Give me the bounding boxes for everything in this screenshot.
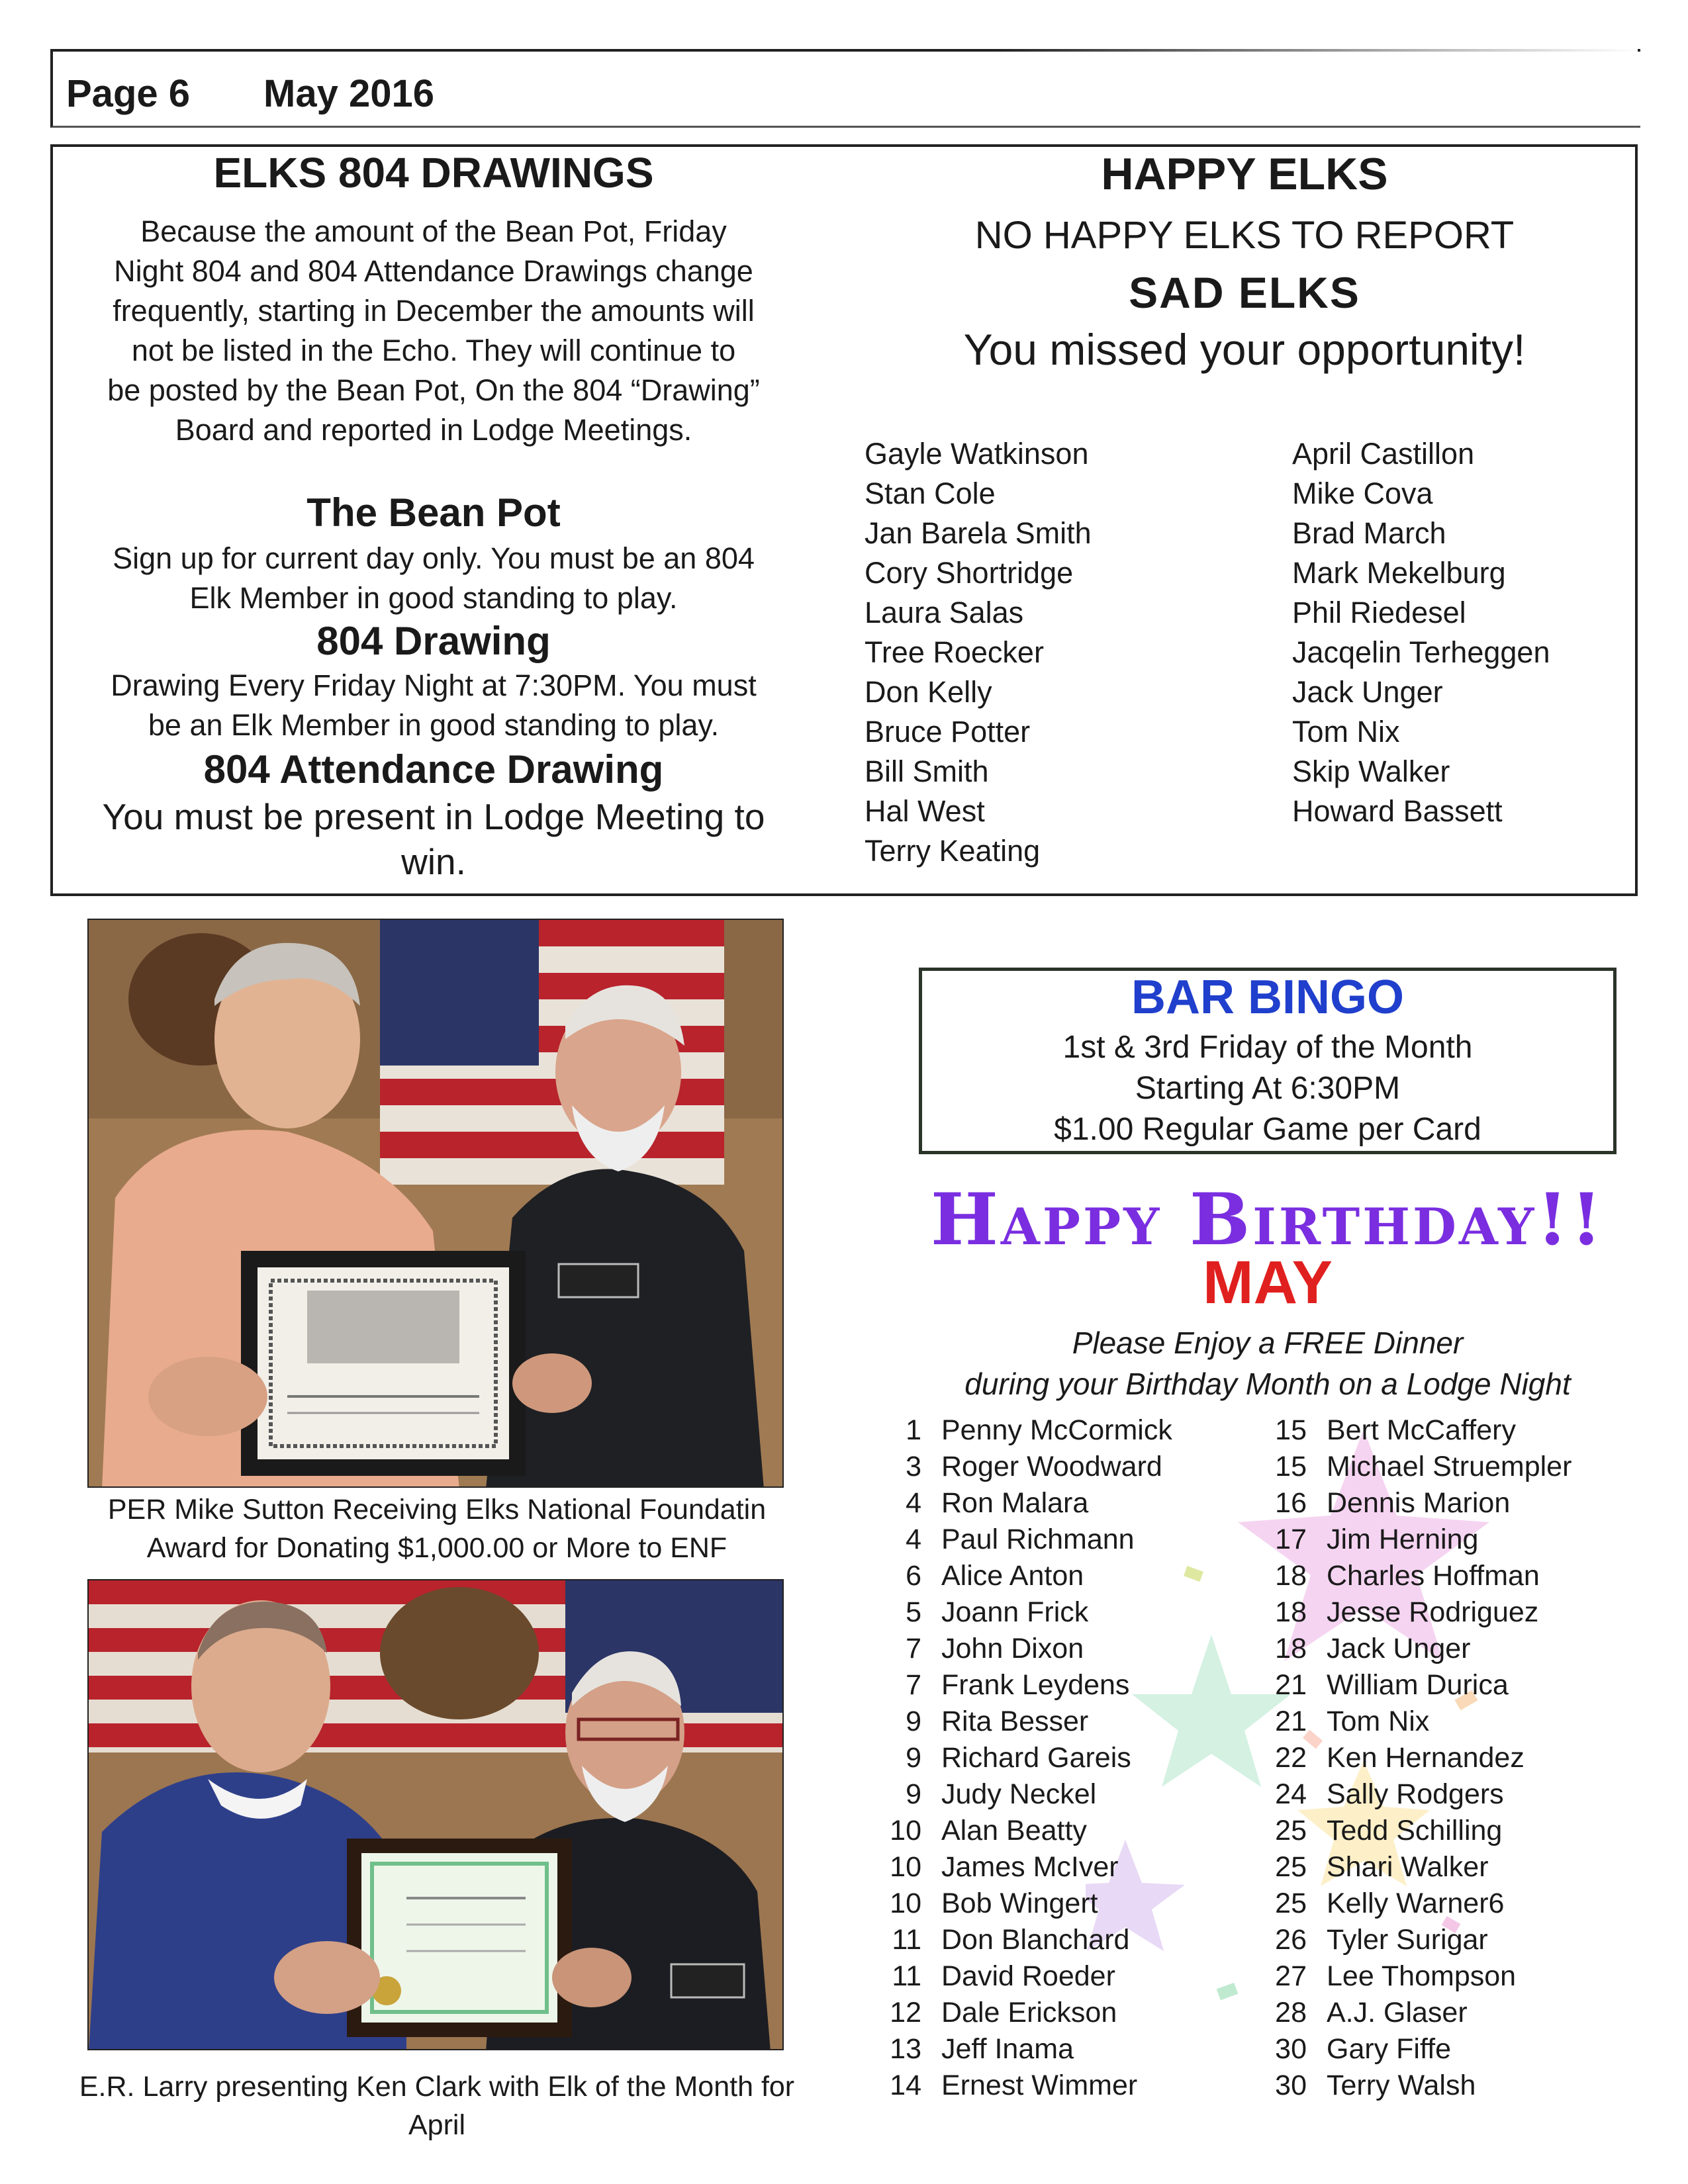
list-item: Gayle Watkinson [865, 437, 1089, 471]
birthday-day: 27 [1275, 1960, 1307, 1992]
list-item [880, 1958, 1115, 1995]
birthday-name: Sally Rodgers [1327, 1778, 1504, 1810]
bean-pot-line: Elk Member in good standing to play. [189, 581, 678, 615]
birthday-day: 10 [890, 1851, 921, 1883]
list-item: Don Kelly [865, 675, 992, 709]
list-item [880, 1594, 1088, 1631]
list-item [1266, 1704, 1429, 1740]
birthday-day: 28 [1275, 1997, 1307, 2028]
birthday-day: 11 [892, 1960, 921, 1992]
list-item: Jan Barela Smith [865, 516, 1092, 550]
list-item [1266, 1631, 1470, 1667]
birthday-name: Richard Gareis [941, 1742, 1131, 1774]
birthday-day: 25 [1275, 1851, 1307, 1883]
caption-line: April [408, 2109, 466, 2141]
list-item [880, 1995, 1117, 2031]
list-item: Phil Riedesel [1292, 596, 1466, 629]
birthday-day: 7 [906, 1633, 921, 1664]
happy-elks-none: NO HAPPY ELKS TO REPORT [974, 214, 1515, 257]
sad-elks-list-left [865, 434, 1092, 871]
desc-line: Because the amount of the Bean Pot, Friday [140, 214, 727, 248]
birthday-day: 5 [906, 1596, 921, 1628]
birthday-name: Tom Nix [1327, 1706, 1430, 1737]
birthday-day: 25 [1275, 1888, 1307, 1919]
desc-line: Night 804 and 804 Attendance Drawings change [114, 254, 753, 288]
list-item [880, 1485, 1088, 1522]
caption-line: PER Mike Sutton Receiving Elks National Foundatin [107, 1494, 767, 1525]
birthday-day: 17 [1275, 1524, 1307, 1555]
photo-caption-2 [46, 2068, 827, 2144]
birthday-name: Alan Beatty [941, 1815, 1087, 1846]
list-item: Stan Cole [865, 477, 996, 510]
list-item: Terry Keating [865, 834, 1041, 868]
attendance-text [73, 794, 794, 884]
list-item [1266, 1449, 1571, 1485]
bar-bingo-title: BAR BINGO [1131, 971, 1404, 1024]
list-item [1266, 1776, 1504, 1813]
list-item [880, 1886, 1098, 1922]
birthday-name: Lee Thompson [1327, 1960, 1517, 1992]
birthday-name: Jim Herning [1327, 1524, 1479, 1555]
birthday-day: 15 [1275, 1414, 1307, 1446]
bingo-line: 1st & 3rd Friday of the Month [1062, 1030, 1473, 1065]
birthday-month: MAY [1203, 1249, 1333, 1316]
list-item [1266, 1412, 1516, 1449]
issue-date: May 2016 [263, 72, 434, 115]
drawing-804-title: 804 Drawing [316, 619, 551, 663]
birthday-name: James McIver [941, 1851, 1119, 1883]
list-item: Mike Cova [1292, 477, 1433, 510]
attendance-line: You must be present in Lodge Meeting to [102, 796, 765, 837]
list-item [880, 1922, 1129, 1958]
birthday-day: 18 [1275, 1596, 1307, 1628]
birthday-day: 25 [1275, 1815, 1307, 1846]
list-item [880, 1449, 1162, 1485]
drawing-804-text [73, 666, 794, 745]
birthday-day: 10 [890, 1888, 921, 1919]
attendance-line: win. [401, 841, 466, 882]
birthday-day: 30 [1275, 2033, 1307, 2065]
list-item [880, 1813, 1087, 1849]
list-item [1266, 1813, 1502, 1849]
birthday-name: Ron Malara [941, 1487, 1089, 1519]
birthday-day: 9 [906, 1778, 921, 1810]
list-item: Bill Smith [865, 754, 989, 788]
list-item: Mark Mekelburg [1292, 556, 1506, 590]
list-item [880, 2068, 1137, 2104]
birthday-name: A.J. Glaser [1327, 1997, 1468, 2028]
list-item [1266, 1558, 1540, 1594]
birthday-name: Bob Wingert [941, 1888, 1098, 1919]
birthday-day: 1 [906, 1414, 921, 1446]
list-item [1266, 1522, 1478, 1558]
list-item [880, 2031, 1074, 2068]
birthday-name: Alice Anton [941, 1560, 1084, 1592]
sad-elks-title: SAD ELKS [1129, 268, 1360, 317]
birthday-day: 3 [906, 1451, 921, 1482]
caption-line: Award for Donating $1,000.00 or More to ENF [146, 1532, 727, 1564]
bingo-line: $1.00 Regular Game per Card [1054, 1112, 1481, 1147]
birthday-name: Roger Woodward [941, 1451, 1162, 1482]
birthday-name: Charles Hoffman [1327, 1560, 1540, 1592]
drawings-description [73, 212, 794, 450]
birthday-name: Jeff Inama [941, 2033, 1074, 2065]
caption-line: E.R. Larry presenting Ken Clark with Elk of the Month for [79, 2071, 795, 2103]
header-fade [993, 49, 1638, 52]
birthday-name: Dale Erickson [941, 1997, 1117, 2028]
list-item [1266, 1740, 1524, 1776]
birthday-name: Jesse Rodriguez [1327, 1596, 1539, 1628]
happy-elks-title: HAPPY ELKS [1101, 149, 1388, 199]
birthday-day: 13 [890, 2033, 921, 2065]
birthday-name: Ernest Wimmer [941, 2070, 1138, 2101]
birthday-name: Jack Unger [1327, 1633, 1471, 1664]
list-item: Laura Salas [865, 596, 1024, 629]
birthday-day: 4 [906, 1524, 921, 1555]
birthday-day: 9 [906, 1706, 921, 1737]
birthday-name: Ken Hernandez [1327, 1742, 1524, 1774]
birthday-day: 18 [1275, 1633, 1307, 1664]
list-item [880, 1631, 1084, 1667]
list-item [880, 1412, 1172, 1449]
drawings-title: ELKS 804 DRAWINGS [213, 149, 654, 197]
page-number: Page 6 [66, 72, 190, 115]
desc-line: be posted by the Bean Pot, On the 804 “Drawing” [107, 373, 760, 407]
birthday-name: William Durica [1327, 1669, 1509, 1701]
sad-elks-subtitle: You missed your opportunity! [963, 325, 1526, 374]
list-item [1266, 1995, 1468, 2031]
list-item [1266, 1485, 1510, 1522]
birthday-note [861, 1322, 1675, 1404]
birthday-name: John Dixon [941, 1633, 1084, 1664]
elk-of-month-photo [87, 1579, 784, 2050]
bar-bingo-details [919, 1027, 1617, 1150]
note-line: during your Birthday Month on a Lodge Night [964, 1367, 1571, 1401]
list-item [880, 1522, 1135, 1558]
birthday-name: David Roeder [941, 1960, 1115, 1992]
list-item: Howard Bassett [1292, 794, 1503, 828]
photo-caption-1 [73, 1490, 801, 1567]
list-item [1266, 1594, 1538, 1631]
list-item [880, 1558, 1084, 1594]
list-item [880, 1740, 1131, 1776]
birthday-day: 26 [1275, 1924, 1307, 1956]
note-line: Please Enjoy a FREE Dinner [1072, 1326, 1464, 1360]
happy-birthday-title: Happy Birthday!! [930, 1178, 1605, 1261]
drawing-804-line: be an Elk Member in good standing to play. [148, 708, 720, 742]
bean-pot-line: Sign up for current day only. You must be an 804 [113, 541, 755, 575]
birthday-day: 21 [1275, 1706, 1307, 1737]
list-item [1266, 1922, 1488, 1958]
bingo-line: Starting At 6:30PM [1135, 1071, 1401, 1106]
birthday-day: 14 [890, 2070, 921, 2101]
list-item: Skip Walker [1292, 754, 1450, 788]
desc-line: frequently, starting in December the amounts will [113, 294, 755, 328]
list-item [1266, 1958, 1516, 1995]
list-item [880, 1704, 1088, 1740]
birthday-day: 7 [906, 1669, 921, 1701]
birthday-day: 10 [890, 1815, 921, 1846]
birthday-day: 21 [1275, 1669, 1307, 1701]
birthday-name: Paul Richmann [941, 1524, 1135, 1555]
list-item: Tom Nix [1292, 715, 1400, 749]
list-item: Tree Roecker [865, 635, 1044, 669]
list-item [1266, 2068, 1476, 2104]
list-item: Cory Shortridge [865, 556, 1074, 590]
list-item: Hal West [865, 794, 985, 828]
list-item [1266, 1849, 1489, 1886]
sad-elks-list-right [1292, 434, 1550, 831]
birthday-day: 30 [1275, 2070, 1307, 2101]
list-item: Brad March [1292, 516, 1446, 550]
birthday-list-right [1266, 1412, 1663, 2140]
birthday-day: 16 [1275, 1487, 1307, 1519]
birthday-day: 15 [1275, 1451, 1307, 1482]
bean-pot-text [73, 539, 794, 618]
list-item [1266, 2031, 1451, 2068]
birthday-name: Don Blanchard [941, 1924, 1130, 1956]
birthday-day: 9 [906, 1742, 921, 1774]
birthday-day: 12 [890, 1997, 921, 2028]
list-item [880, 1849, 1119, 1886]
birthday-name: Frank Leydens [941, 1669, 1130, 1701]
birthday-list-left [880, 1412, 1278, 2140]
bean-pot-title: The Bean Pot [306, 490, 561, 535]
drawing-804-line: Drawing Every Friday Night at 7:30PM. You must [111, 668, 757, 702]
list-item: Jack Unger [1292, 675, 1443, 709]
list-item [880, 1776, 1096, 1813]
list-item: Jacqelin Terheggen [1292, 635, 1550, 669]
desc-line: Board and reported in Lodge Meetings. [175, 413, 692, 447]
birthday-day: 24 [1275, 1778, 1307, 1810]
birthday-name: Tyler Surigar [1327, 1924, 1488, 1956]
birthday-name: Dennis Marion [1327, 1487, 1511, 1519]
birthday-name: Tedd Schilling [1327, 1815, 1503, 1846]
award-photo [87, 919, 784, 1488]
desc-line: not be listed in the Echo. They will continue to [131, 334, 736, 367]
birthday-name: Judy Neckel [941, 1778, 1097, 1810]
birthday-day: 6 [906, 1560, 921, 1592]
list-item: Bruce Potter [865, 715, 1031, 749]
birthday-name: Michael Struempler [1327, 1451, 1572, 1482]
birthday-name: Gary Fiffe [1327, 2033, 1451, 2065]
birthday-name: Shari Walker [1327, 1851, 1489, 1883]
birthday-day: 22 [1275, 1742, 1307, 1774]
birthday-day: 11 [892, 1924, 921, 1956]
birthday-day: 18 [1275, 1560, 1307, 1592]
list-item [1266, 1886, 1504, 1922]
birthday-name: Rita Besser [941, 1706, 1089, 1737]
birthday-name: Bert McCaffery [1327, 1414, 1516, 1446]
birthday-name: Kelly Warner6 [1327, 1888, 1505, 1919]
list-item [880, 1667, 1129, 1704]
attendance-title: 804 Attendance Drawing [203, 747, 664, 792]
birthday-day: 4 [906, 1487, 921, 1519]
list-item: April Castillon [1292, 437, 1475, 471]
list-item [1266, 1667, 1509, 1704]
birthday-name: Terry Walsh [1327, 2070, 1476, 2101]
birthday-name: Joann Frick [941, 1596, 1089, 1628]
birthday-name: Penny McCormick [941, 1414, 1172, 1446]
